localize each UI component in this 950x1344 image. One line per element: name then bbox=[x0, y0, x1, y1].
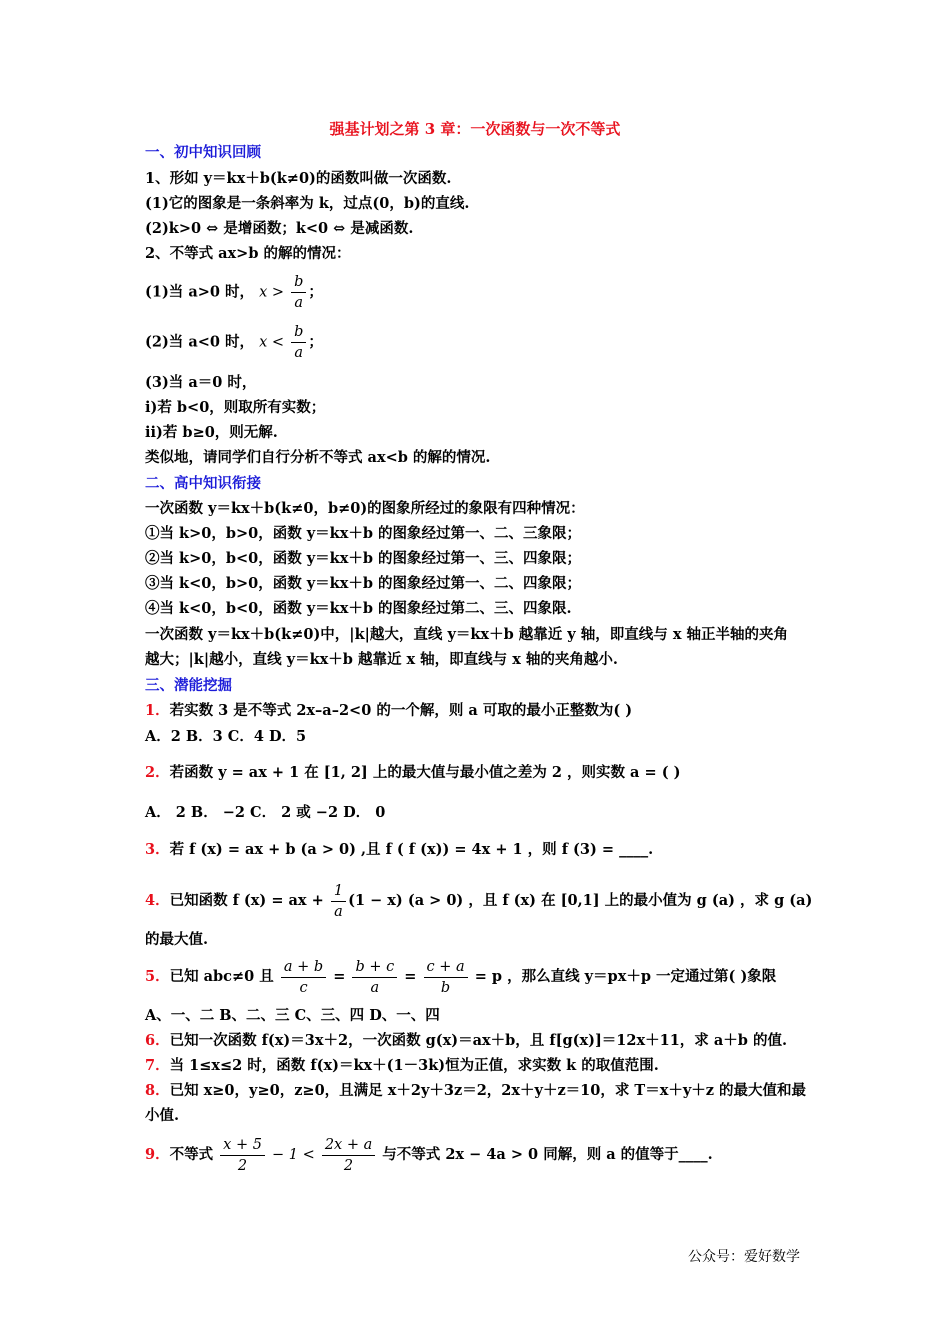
problem-1-options: A．2 B．3 C．4 D．5 bbox=[145, 728, 307, 745]
fraction bbox=[424, 957, 468, 998]
section-heading-1: 一、初中知识回顾 bbox=[145, 144, 261, 161]
problem-text: 若实数 3 是不等式 2x–a–2<0 的一个解，则 a 可取的最小正整数为( ) bbox=[169, 702, 633, 719]
problem-number: 5． bbox=[145, 968, 170, 985]
denominator: b bbox=[440, 979, 451, 996]
case-label: (2)当 a<0 时， bbox=[145, 333, 255, 351]
denominator: a bbox=[294, 295, 304, 311]
case-a-positive bbox=[145, 272, 323, 313]
text-line: 1、形如 y＝kx＋b(k≠0)的函数叫做一次函数. bbox=[145, 170, 452, 187]
text-line: ②当 k>0，b<0，函数 y＝kx＋b 的图象经过第一、三、四象限； bbox=[145, 550, 582, 567]
numerator: b + c bbox=[352, 957, 397, 978]
equals-sign: = bbox=[404, 968, 417, 985]
problem-text: 不等式 bbox=[169, 1146, 214, 1163]
fraction-1-over-a bbox=[331, 881, 346, 922]
problem-8-cont: 小值. bbox=[145, 1107, 180, 1124]
text-line: (2)k>0 ⇔ 是增函数；k<0 ⇔ 是减函数. bbox=[145, 220, 414, 237]
problem-number: 3． bbox=[145, 841, 170, 858]
page-title: 强基计划之第 3 章：一次函数与一次不等式 bbox=[329, 120, 621, 138]
problem-2 bbox=[145, 763, 680, 783]
fraction bbox=[322, 1135, 375, 1176]
problem-number: 2． bbox=[145, 764, 170, 781]
text-line: ①当 k>0，b>0，函数 y＝kx＋b 的图象经过第一、二、三象限； bbox=[145, 525, 582, 542]
problem-text: (1 − x) (a > 0) ，且 f (x) 在 [0,1] 上的最小值为 g (a) ，求 g (a) bbox=[348, 892, 813, 909]
equals-sign: = bbox=[333, 968, 346, 985]
problem-text: 若 f (x) = ax + b (a > 0) ,且 f ( f (x)) = 4x + 1 ，则 f (3) = ____. bbox=[169, 841, 654, 858]
problem-1 bbox=[145, 701, 632, 721]
problem-number: 9． bbox=[145, 1146, 170, 1163]
problem-8 bbox=[145, 1081, 806, 1101]
case-label: (1)当 a>0 时， bbox=[145, 283, 255, 301]
denominator: c bbox=[299, 979, 308, 996]
denominator: 2 bbox=[237, 1157, 248, 1174]
numerator: a + b bbox=[281, 957, 326, 978]
denominator: a bbox=[370, 979, 380, 996]
inequality: x < bbox=[259, 334, 285, 351]
fraction bbox=[281, 957, 326, 998]
numerator: x + 5 bbox=[220, 1135, 265, 1156]
inequality: x > bbox=[259, 284, 285, 301]
fraction-b-over-a bbox=[291, 272, 306, 313]
problem-9 bbox=[145, 1134, 713, 1176]
text-line: 一次函数 y＝kx＋b(k≠0)中，|k|越大，直线 y＝kx＋b 越靠近 y 轴，即直线与 x 轴正半轴的夹角 bbox=[145, 626, 789, 643]
problem-text: 当 1≤x≤2 时，函数 f(x)＝kx＋(1－3k)恒为正值，求实数 k 的取值范围. bbox=[169, 1057, 659, 1074]
problem-text: = p ，那么直线 y＝px＋p 一定通过第( )象限 bbox=[474, 968, 777, 985]
problem-number: 4． bbox=[145, 892, 170, 909]
numerator: c + a bbox=[424, 957, 468, 978]
footer-watermark: 公众号：爱好数学 bbox=[688, 1249, 800, 1265]
problem-text: 若函数 y = ax + 1 在 [1, 2] 上的最大值与最小值之差为 2 ，则实数 a = ( ) bbox=[169, 764, 681, 781]
text-line: 类似地，请同学们自行分析不等式 ax<b 的解的情况. bbox=[145, 449, 491, 466]
fraction bbox=[220, 1135, 265, 1176]
problem-7 bbox=[145, 1056, 659, 1076]
denominator: 2 bbox=[343, 1157, 354, 1174]
problem-3 bbox=[145, 840, 653, 860]
text-line: (1)它的图象是一条斜率为 k，过点(0，b)的直线. bbox=[145, 195, 470, 212]
problem-text: 已知 abc≠0 且 bbox=[169, 968, 274, 985]
text-line: (3)当 a＝0 时， bbox=[145, 374, 257, 391]
problem-text: 已知一次函数 f(x)＝3x＋2，一次函数 g(x)＝ax＋b，且 f[g(x)]＝12x＋11，求 a＋b 的值. bbox=[169, 1032, 787, 1049]
text-line: 一次函数 y＝kx＋b(k≠0，b≠0)的图象所经过的象限有四种情况： bbox=[145, 500, 585, 517]
denominator: a bbox=[294, 345, 304, 361]
problem-number: 7． bbox=[145, 1057, 170, 1074]
problem-number: 8． bbox=[145, 1082, 170, 1099]
problem-text: 已知 x≥0，y≥0，z≥0，且满足 x＋2y＋3z＝2，2x＋y＋z＝10，求 T＝x＋y＋z 的最大值和最 bbox=[169, 1082, 807, 1099]
problem-number: 6． bbox=[145, 1032, 170, 1049]
numerator: 1 bbox=[331, 881, 346, 902]
problem-4-cont: 的最大值. bbox=[145, 931, 209, 948]
problem-2-options: A． 2 B． −2 C． 2 或 −2 D． 0 bbox=[145, 804, 386, 821]
section-heading-3: 三、潜能挖掘 bbox=[145, 677, 232, 694]
text-line: ③当 k<0，b>0，函数 y＝kx＋b 的图象经过第一、二、四象限； bbox=[145, 575, 582, 592]
text-line: ii)若 b≥0，则无解. bbox=[145, 424, 278, 441]
section-heading-2: 二、高中知识衔接 bbox=[145, 475, 261, 492]
problem-number: 1． bbox=[145, 702, 170, 719]
case-a-negative bbox=[145, 322, 323, 363]
text-line: i)若 b<0，则取所有实数； bbox=[145, 399, 326, 416]
numerator: b bbox=[291, 322, 306, 343]
punct: ； bbox=[308, 283, 323, 301]
problem-5 bbox=[145, 956, 776, 998]
fraction bbox=[352, 957, 397, 998]
inequality: − 1 < bbox=[272, 1147, 315, 1163]
text-line: 越大；|k|越小，直线 y＝kx＋b 越靠近 x 轴，即直线与 x 轴的夹角越小. bbox=[145, 651, 618, 668]
problem-4 bbox=[145, 880, 812, 922]
numerator: 2x + a bbox=[322, 1135, 375, 1156]
problem-6 bbox=[145, 1031, 787, 1051]
denominator: a bbox=[334, 903, 343, 920]
problem-5-options: A、一、二 B、二、三 C、三、四 D、一、四 bbox=[145, 1007, 440, 1024]
text-line: 2、不等式 ax>b 的解的情况： bbox=[145, 245, 351, 262]
punct: ； bbox=[308, 333, 323, 351]
fraction-b-over-a bbox=[291, 322, 306, 363]
problem-text: 已知函数 f (x) = ax + bbox=[169, 892, 324, 909]
problem-text: 与不等式 2x − 4a > 0 同解，则 a 的值等于____. bbox=[382, 1146, 713, 1163]
numerator: b bbox=[291, 272, 306, 293]
text-line: ④当 k<0，b<0，函数 y＝kx＋b 的图象经过第二、三、四象限. bbox=[145, 600, 572, 617]
